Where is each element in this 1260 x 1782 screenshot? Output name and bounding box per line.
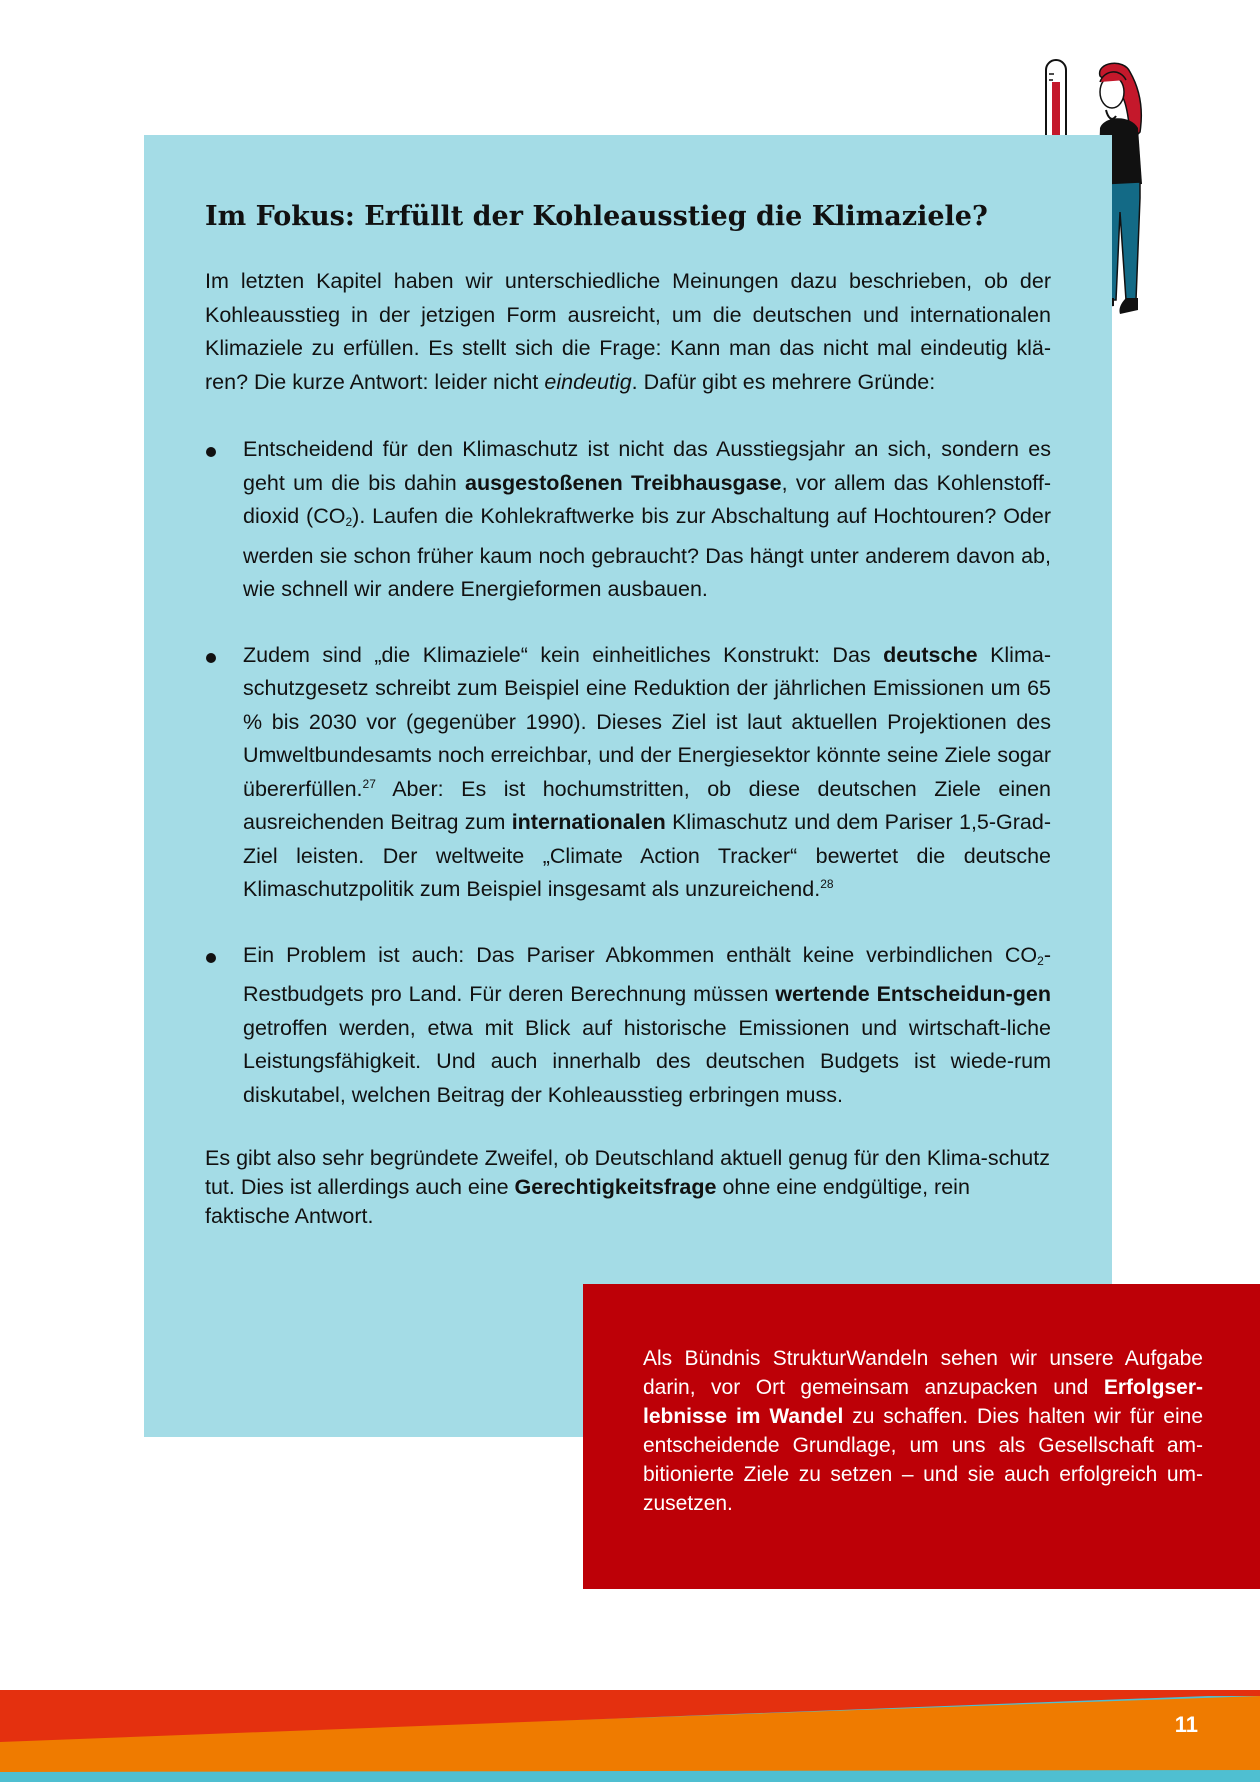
subscript: 2 [345,515,353,529]
bullet-text: -Restbudgets pro Land. Für deren Berechnung müssen [243,942,1051,1006]
closing-paragraph [205,1144,1051,1231]
bullet-text: Klima-schutzgesetz schreibt zum Beispiel eine Reduktion der jährlichen Emissionen um 65 % bis 2030 vor (gegenüber 1990). Dieses Ziel ist laut aktuellen Projektionen des Umweltbundesamts noch erreichbar, und der Energiesektor könnte seine Ziele sogar übererfüllen. [243,642,1051,801]
focus-content [205,199,1051,1231]
bullet-text: Klimaschutz und dem Pariser 1,5-Grad-Ziel leisten. Der weltweite „Climate Action Tracker“ bewertet die deutsche Klimaschutzpolitik zum Beispiel insgesamt als unzureichend. [243,810,1051,901]
statement-text [643,1344,1203,1518]
bullet-icon [206,447,216,457]
bullet-bold: deutsche [883,642,978,667]
bullet-text: Entscheidend für den Klimaschutz ist nicht das Ausstiegsjahr an sich, sondern es geht um die bis dahin [243,437,1051,495]
intro-text-1: Im letzten Kapitel haben wir unterschiedliche Meinungen dazu beschrieben, ob der Kohleausstieg in der jetzigen Form ausreicht, um die deutschen und internationalen Klimaziele zu erfüllen. Es stellt sich die Frage: Kann man das nicht mal eindeutig klä-ren? Die kurze Antwort: leider nicht [205,269,1051,394]
focus-box [144,135,1112,1437]
bullet-text: Zudem sind „die Klimaziele“ kein einheitliches Konstrukt: Das [243,642,884,667]
bullet-text: getroffen werden, etwa mit Blick auf historische Emissionen und wirtschaft-liche Leistungsfähigkeit. Und auch innerhalb des deutschen Budgets ist wiede-rum diskutabel, welchen Beitrag der Kohleausstieg erbringen muss. [243,1015,1051,1107]
bullet-text: Ein Problem ist auch: Das Pariser Abkommen enthält keine verbindlichen CO [243,942,1038,967]
bullet-text: , vor allem das Kohlenstoff-dioxid (CO [243,470,1051,528]
intro-paragraph [205,265,1051,399]
page-number: 11 [1174,1712,1198,1737]
footer-stripes [0,1690,1260,1782]
bullet-bold: ausgestoßenen Treibhausgase [465,470,782,495]
bullet-bold: internationalen [511,810,666,834]
closing-bold: Gerechtigkeitsfrage [514,1175,717,1199]
statement-part: Als Bündnis StrukturWandeln sehen wir unsere Aufgabe darin, vor Ort gemeinsam anzupacken und [643,1347,1203,1399]
closing-text: ohne eine endgültige, rein faktische Antwort. [205,1175,970,1228]
footer-red-top [0,1690,1260,1696]
bullet-icon [206,953,216,963]
bullet-text: ). Laufen die Kohlekraftwerke bis zur Abschaltung auf Hochtouren? Oder werden sie schon früher kaum noch gebraucht? Das hängt unter anderem davon ab, wie schnell wir andere Energieformen ausbauen. [243,504,1052,601]
intro-emphasis: eindeutig [544,369,632,394]
statement-bold: Erfolgser-lebnisse im Wandel [643,1376,1203,1428]
bullet-icon [206,653,216,663]
bullet-text: Aber: Es ist hochumstritten, ob diese deutschen Ziele einen ausreichenden Beitrag zum [243,776,1051,834]
list-item [205,639,1051,907]
list-item [205,939,1051,1113]
footnote-ref-28[interactable]: 28 [820,877,834,891]
focus-title: Im Fokus: Erfüllt der Kohleausstieg die Klimaziele? [205,201,988,232]
intro-text-2: . Dafür gibt es mehrere Gründe: [631,369,936,394]
bullet-bold: wertende Entscheidun-gen [775,982,1051,1006]
statement-part: zu schaffen. Dies halten wir für eine entscheidende Grundlage, um uns als Gesellschaft am-bitionierte Ziele zu setzen – und sie auch erfolgreich um-zusetzen. [643,1405,1203,1515]
footnote-ref-27[interactable]: 27 [362,776,376,791]
statement-box [583,1284,1260,1589]
closing-text: Es gibt also sehr begründete Zweifel, ob Deutschland aktuell genug für den Klima-schutz tut. Dies ist allerdings auch eine [205,1146,1050,1199]
reasons-list [205,433,1051,1112]
subscript: 2 [1037,953,1044,968]
list-item [205,433,1051,607]
